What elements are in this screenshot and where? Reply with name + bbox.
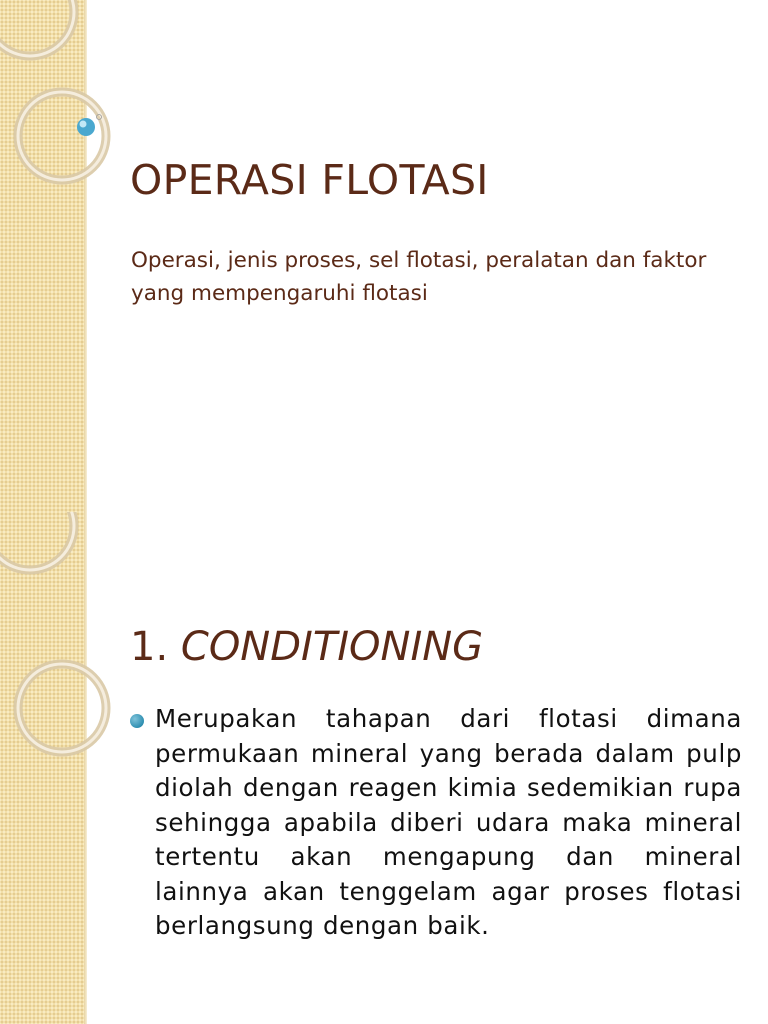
decorative-rings <box>0 512 130 1024</box>
bullet-icon <box>130 714 144 728</box>
slide-2 <box>0 512 768 1024</box>
slide-title: OPERASI FLOTASI <box>130 156 489 204</box>
slide-subtitle: Operasi, jenis proses, sel flotasi, peralatan dan faktor yang mempengaruhi flotasi <box>131 248 707 306</box>
title-number: 1. <box>130 624 169 670</box>
title-word: CONDITIONING <box>180 624 484 670</box>
decorative-rings <box>0 0 130 512</box>
bullet-item <box>130 702 742 944</box>
bullet-text: Merupakan tahapan dari flotasi dimana permukaan mineral yang berada dalam pulp diolah dengan reagen kimia sedemikian rupa sehingga apabila diberi udara maka mineral tertentu akan mengapung dan mineral lainnya akan tenggelam agar proses flotasi berlangsung dengan baik. <box>155 704 742 940</box>
slide-title <box>130 624 483 670</box>
blue-orb-icon <box>77 118 95 136</box>
